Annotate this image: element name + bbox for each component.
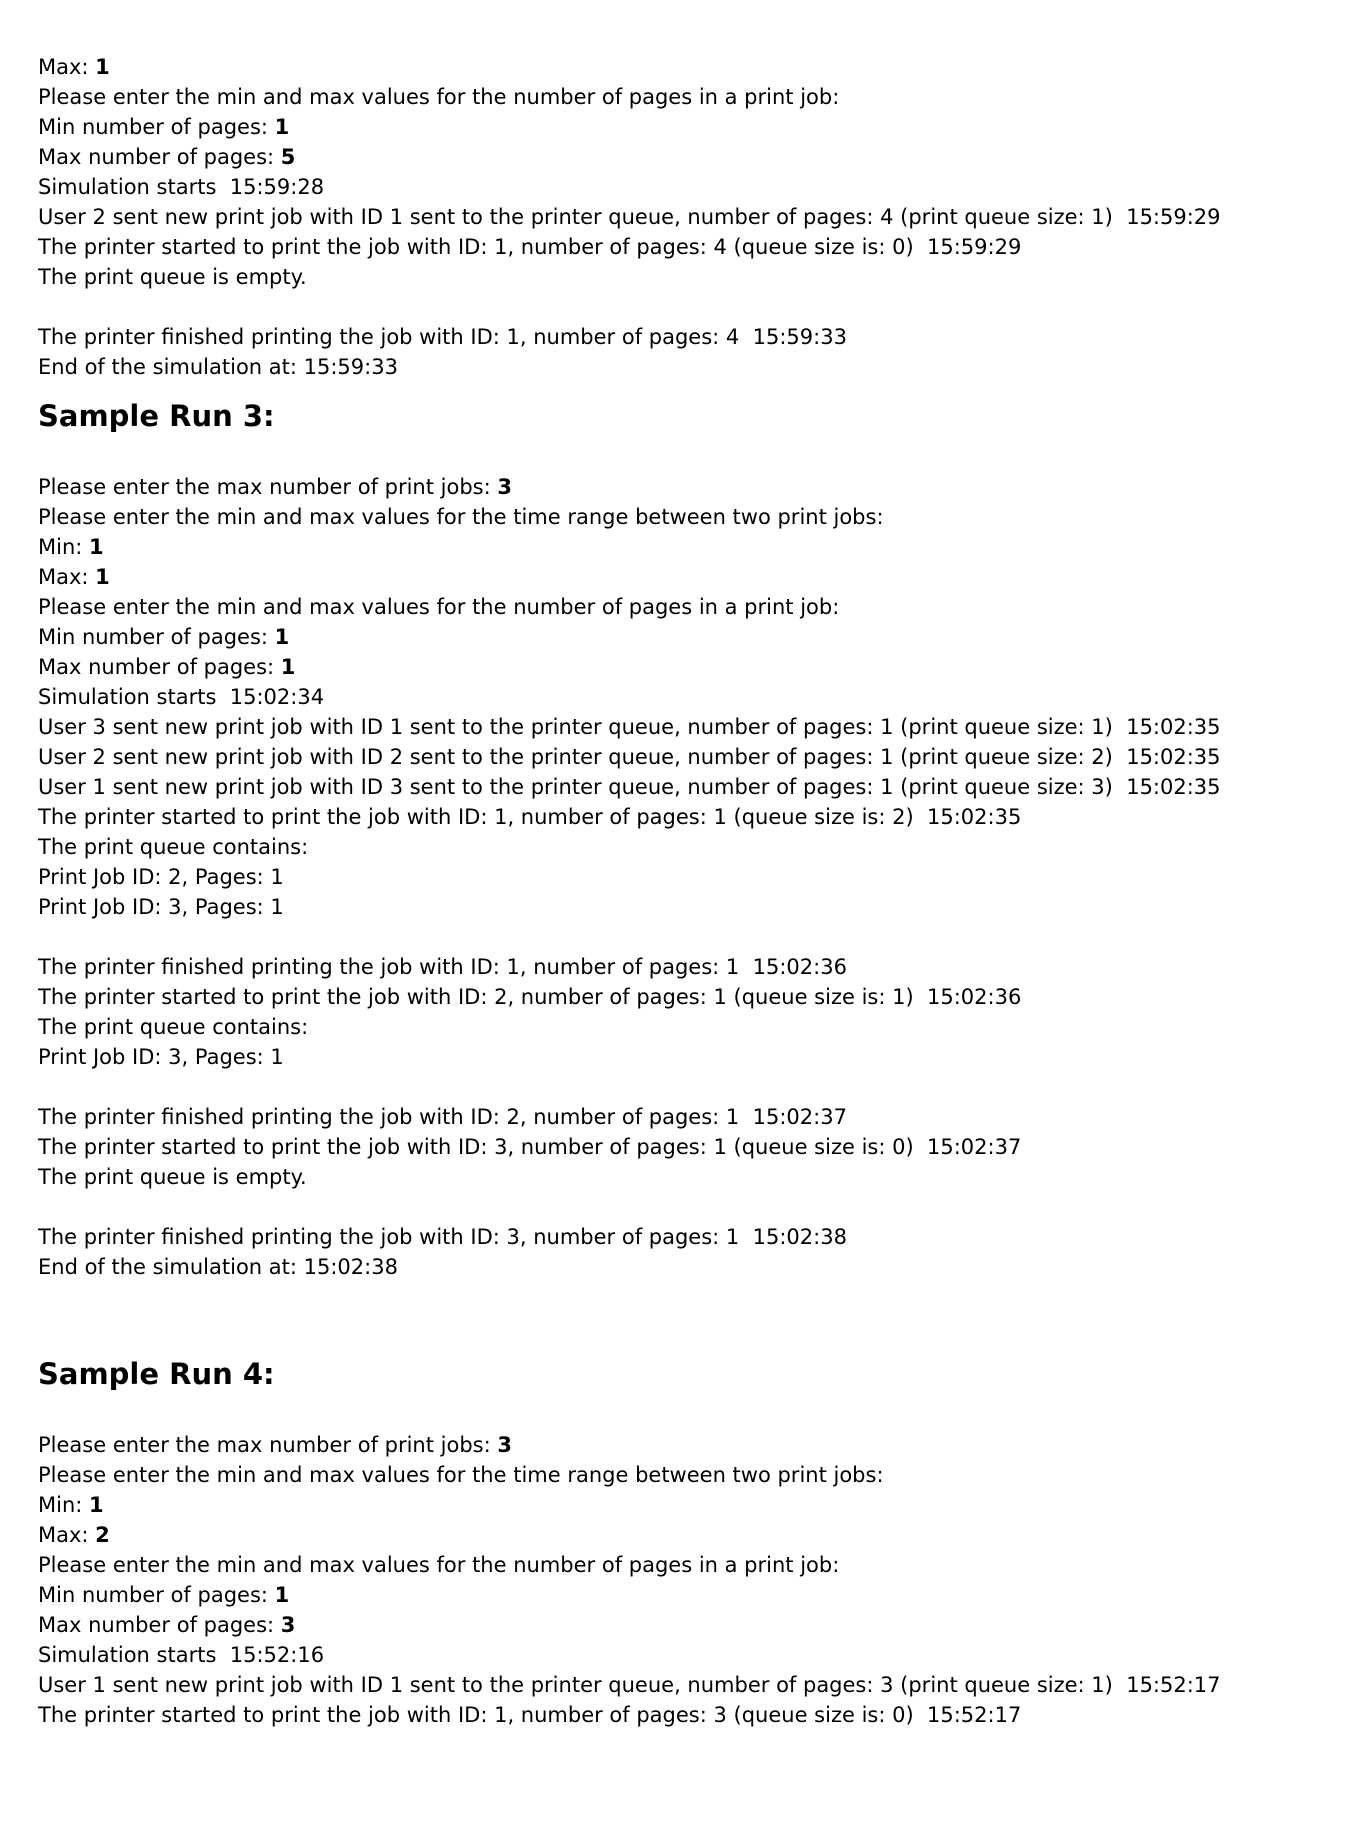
max-label: Max: <box>38 55 96 79</box>
pages-prompt: Please enter the min and max values for the number of pages in a print job: <box>38 85 840 109</box>
max-pages-line <box>38 652 1338 682</box>
min-pages-label: Min number of pages: <box>38 1583 275 1607</box>
spacer <box>38 1072 1338 1102</box>
log-line: User 2 sent new print job with ID 1 sent to the printer queue, number of pages: 4 (print queue size: 1) 15:59:29 <box>38 205 1221 229</box>
min-value: 1 <box>89 535 104 559</box>
max-pages-label: Max number of pages: <box>38 1613 281 1637</box>
log-line: The printer finished printing the job with ID: 3, number of pages: 1 15:02:38 <box>38 1225 847 1249</box>
log-line: The print queue is empty. <box>38 1165 307 1189</box>
sample-run-4-heading: Sample Run 4: <box>38 1357 275 1391</box>
max-pages-label: Max number of pages: <box>38 145 281 169</box>
log-line: The printer started to print the job with ID: 1, number of pages: 3 (queue size is: 0) 15:52:17 <box>38 1703 1022 1727</box>
max-pages-line <box>38 1610 1338 1640</box>
jobs-input-line <box>38 472 1338 502</box>
sample-run-4 <box>38 1430 1338 1730</box>
jobs-label: Please enter the max number of print jobs: <box>38 1433 498 1457</box>
min-pages-label: Min number of pages: <box>38 625 275 649</box>
spacer <box>38 922 1338 952</box>
max-value: 2 <box>95 1523 110 1547</box>
spacer <box>38 1282 1338 1356</box>
min-pages-line <box>38 622 1338 652</box>
document <box>38 52 1338 1730</box>
max-pages-value: 5 <box>280 145 296 169</box>
max-pages-line <box>38 142 1338 172</box>
min-label: Min: <box>38 535 90 559</box>
min-pages-label: Min number of pages: <box>38 115 275 139</box>
log-line: The printer started to print the job with ID: 1, number of pages: 4 (queue size is: 0) 15:59:29 <box>38 235 1022 259</box>
time-prompt: Please enter the min and max values for the time range between two print jobs: <box>38 1463 884 1487</box>
max-pages-value: 1 <box>280 655 296 679</box>
log-line: The print queue contains: <box>38 835 309 859</box>
log-line: The printer finished printing the job with ID: 1, number of pages: 4 15:59:33 <box>38 325 847 349</box>
max-input-line <box>38 52 1338 82</box>
min-pages-line <box>38 112 1338 142</box>
jobs-value: 3 <box>497 1433 512 1457</box>
max-label: Max: <box>38 565 96 589</box>
log-line: User 1 sent new print job with ID 3 sent to the printer queue, number of pages: 1 (print queue size: 3) 15:02:35 <box>38 775 1221 799</box>
jobs-value: 3 <box>497 475 512 499</box>
log-line: Print Job ID: 2, Pages: 1 <box>38 865 284 889</box>
max-label: Max: <box>38 1523 96 1547</box>
log-line: The printer finished printing the job with ID: 1, number of pages: 1 15:02:36 <box>38 955 847 979</box>
jobs-label: Please enter the max number of print jobs: <box>38 475 498 499</box>
log-line: Print Job ID: 3, Pages: 1 <box>38 895 284 919</box>
log-line: User 1 sent new print job with ID 1 sent to the printer queue, number of pages: 3 (print queue size: 1) 15:52:17 <box>38 1673 1221 1697</box>
max-value: 1 <box>95 565 110 589</box>
log-line: The print queue contains: <box>38 1015 309 1039</box>
min-label: Min: <box>38 1493 90 1517</box>
sample-run-4-heading-wrap <box>38 1356 1338 1430</box>
log-line: Simulation starts 15:52:16 <box>38 1643 325 1667</box>
min-pages-line <box>38 1580 1338 1610</box>
log-line: User 3 sent new print job with ID 1 sent to the printer queue, number of pages: 1 (print queue size: 1) 15:02:35 <box>38 715 1221 739</box>
sample-run-3-heading-wrap <box>38 382 1338 472</box>
log-line: The print queue is empty. <box>38 265 307 289</box>
pages-prompt: Please enter the min and max values for the number of pages in a print job: <box>38 595 840 619</box>
sample-run-3 <box>38 472 1338 1282</box>
max-input-line <box>38 1520 1338 1550</box>
spacer <box>38 292 1338 322</box>
sample-run-3-heading: Sample Run 3: <box>38 399 275 433</box>
log-line: The printer finished printing the job with ID: 2, number of pages: 1 15:02:37 <box>38 1105 847 1129</box>
log-line: The printer started to print the job with ID: 1, number of pages: 1 (queue size is: 2) 15:02:35 <box>38 805 1022 829</box>
max-pages-label: Max number of pages: <box>38 655 281 679</box>
log-line: End of the simulation at: 15:59:33 <box>38 355 398 379</box>
spacer <box>38 1192 1338 1222</box>
min-pages-value: 1 <box>274 115 290 139</box>
min-value: 1 <box>89 1493 104 1517</box>
pages-prompt: Please enter the min and max values for the number of pages in a print job: <box>38 1553 840 1577</box>
min-pages-value: 1 <box>274 625 290 649</box>
log-line: End of the simulation at: 15:02:38 <box>38 1255 398 1279</box>
max-pages-value: 3 <box>280 1613 296 1637</box>
min-input-line <box>38 1490 1338 1520</box>
log-line: The printer started to print the job with ID: 3, number of pages: 1 (queue size is: 0) 15:02:37 <box>38 1135 1022 1159</box>
time-prompt: Please enter the min and max values for the time range between two print jobs: <box>38 505 884 529</box>
log-line: Simulation starts 15:02:34 <box>38 685 325 709</box>
jobs-input-line <box>38 1430 1338 1460</box>
max-value: 1 <box>95 55 110 79</box>
sample-run-2-tail <box>38 52 1338 382</box>
max-input-line <box>38 562 1338 592</box>
min-input-line <box>38 532 1338 562</box>
log-line: Print Job ID: 3, Pages: 1 <box>38 1045 284 1069</box>
min-pages-value: 1 <box>274 1583 290 1607</box>
log-line: User 2 sent new print job with ID 2 sent to the printer queue, number of pages: 1 (print queue size: 2) 15:02:35 <box>38 745 1221 769</box>
log-line: The printer started to print the job with ID: 2, number of pages: 1 (queue size is: 1) 15:02:36 <box>38 985 1022 1009</box>
log-line: Simulation starts 15:59:28 <box>38 175 325 199</box>
